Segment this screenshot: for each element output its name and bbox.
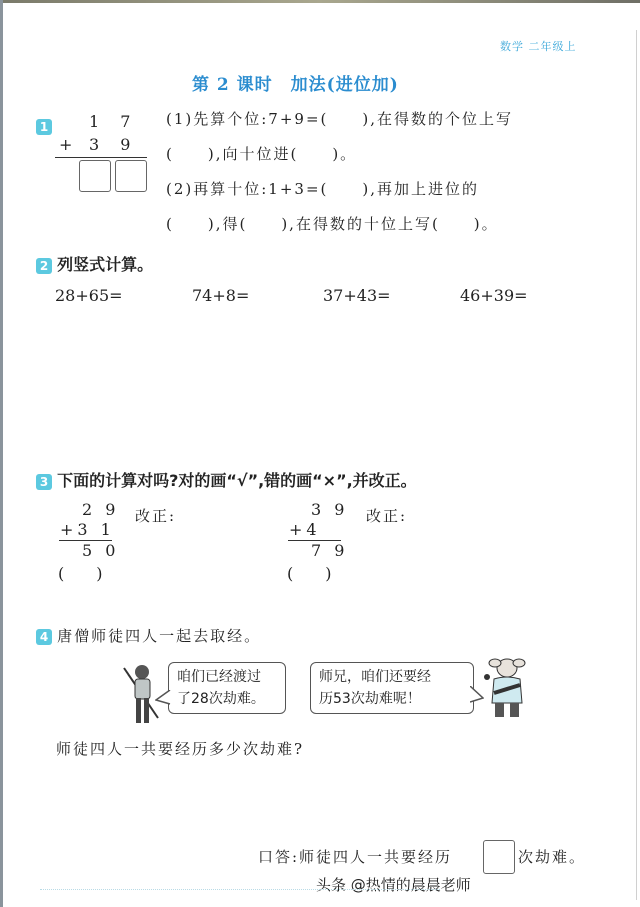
scan-top-edge: [0, 0, 640, 3]
q3-item2-top: 3 9: [311, 500, 349, 519]
bubble-left-tail: [155, 690, 171, 706]
q1-line-2: ( ),向十位进( )。: [166, 145, 358, 163]
q3-item2-bottom: +4: [289, 520, 321, 539]
q1-bottom-number: 3 9: [89, 135, 139, 154]
q3-item2-judge[interactable]: ( ): [287, 564, 332, 583]
q2-number: 2: [36, 258, 52, 274]
q1-number: 1: [36, 119, 52, 135]
q2-header: [36, 252, 153, 275]
dotted-footer-line: [40, 889, 440, 890]
q1-line-3: (2)再算十位:1+3=( ),再加上进位的: [166, 180, 479, 198]
q3-title: 下面的计算对吗?对的画“√”,错的画“×”,并改正。: [57, 471, 417, 490]
q4-answer-box[interactable]: [483, 840, 515, 874]
q4-question: 师徒四人一共要经历多少次劫难?: [56, 740, 305, 758]
q4-header: [36, 625, 261, 646]
q2-problem-1: 28+65=: [55, 286, 123, 305]
subject-grade-label: 数学 二年级上: [500, 40, 577, 53]
q3-item1-judge[interactable]: ( ): [58, 564, 103, 583]
q1-line-4: ( ),得( ),在得数的十位上写( )。: [166, 215, 499, 233]
q1-answer-box-ones[interactable]: [115, 160, 147, 192]
q4-answer-prefix: 口答:师徒四人一共要经历: [258, 848, 453, 866]
q1-sum-line: [55, 157, 147, 158]
q1-badge: [36, 116, 52, 135]
q3-item1-top: 2 9: [82, 500, 120, 519]
q2-problem-2: 74+8=: [192, 286, 250, 305]
q2-problem-3: 37+43=: [323, 286, 391, 305]
q3-header: [36, 468, 417, 491]
q3-item1-correction-label: 改正:: [135, 507, 177, 525]
q3-item1-bottom: +3 1: [60, 520, 115, 539]
q1-plus-sign: +: [59, 135, 81, 154]
speech-bubble-right: [310, 662, 474, 714]
bubble-right-line-1: 师兄，咱们还要经: [319, 669, 431, 685]
scan-left-edge: [0, 0, 3, 907]
q2-problem-4: 46+39=: [460, 286, 528, 305]
q2-title: 列竖式计算。: [57, 255, 154, 274]
q1-top-number: 1 7: [89, 112, 139, 131]
speech-bubble-left: [168, 662, 286, 714]
q1-answer-box-tens[interactable]: [79, 160, 111, 192]
q4-answer-suffix: 次劫难。: [518, 848, 587, 866]
q3-item2-result: 7 9: [311, 541, 349, 560]
q3-item2-correction-label: 改正:: [366, 507, 408, 525]
q1-line-1: (1)先算个位:7+9=( ),在得数的个位上写: [166, 110, 513, 128]
pig-character-illustration: [482, 655, 532, 723]
q3-number: 3: [36, 474, 52, 490]
bubble-left-line-2: 了28次劫难。: [177, 691, 265, 707]
q3-item1-result: 5 0: [82, 541, 120, 560]
lesson-title: 第 2 课时 加法(进位加): [192, 75, 399, 95]
watermark-text: 头条 @热情的晨晨老师: [316, 876, 471, 894]
bubble-left-line-1: 咱们已经渡过: [177, 669, 261, 685]
page-right-border: [636, 30, 637, 900]
bubble-right-line-2: 历53次劫难呢！: [319, 691, 421, 707]
q4-number: 4: [36, 629, 52, 645]
q4-title: 唐僧师徒四人一起去取经。: [57, 627, 262, 645]
